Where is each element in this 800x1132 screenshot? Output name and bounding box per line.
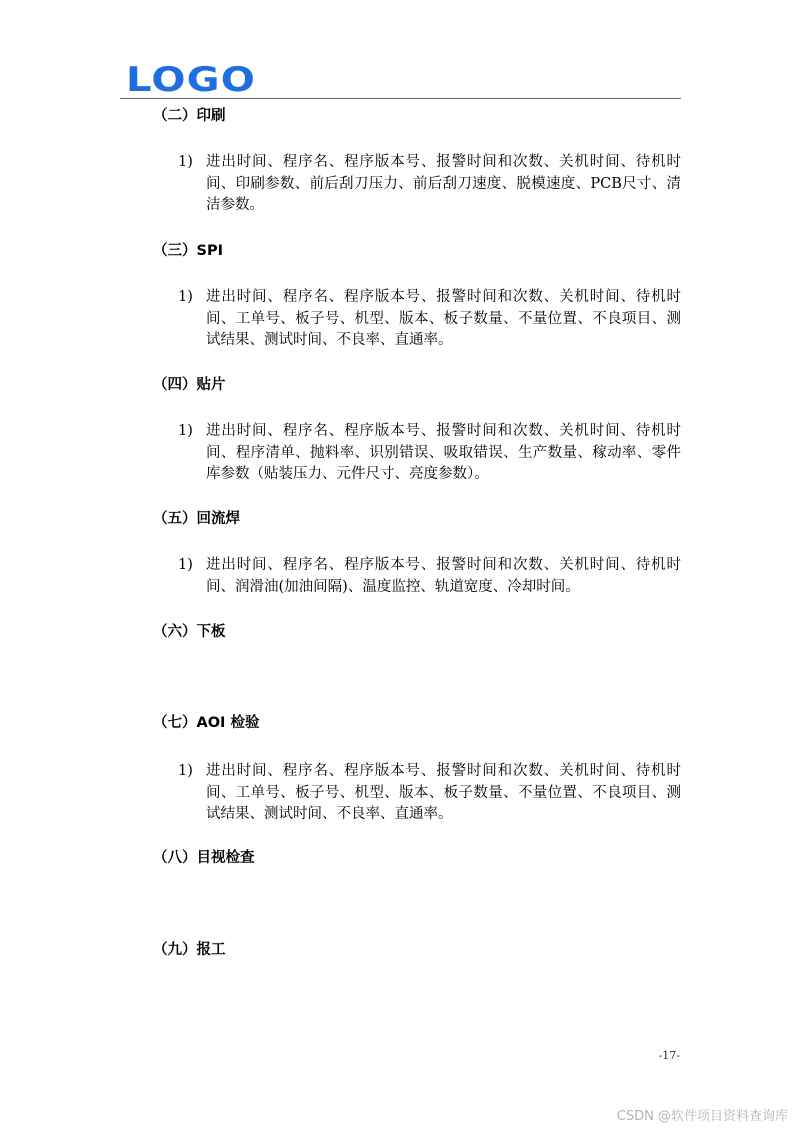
list-item-text: 进出时间、程序名、程序版本号、报警时间和次数、关机时间、待机时间、印刷参数、前后刮刀压力、前后刮刀速度、脱模速度、PCB尺寸、清洁参数。	[206, 154, 681, 213]
page-number: -17-	[658, 1049, 680, 1062]
list-item-text: 进出时间、程序名、程序版本号、报警时间和次数、关机时间、待机时间、工单号、板子号、机型、版本、板子数量、不量位置、不良项目、测试结果、测试时间、不良率、直通率。	[206, 289, 681, 348]
list-item-text: 进出时间、程序名、程序版本号、报警时间和次数、关机时间、待机时间、工单号、板子号、机型、版本、板子数量、不量位置、不良项目、测试结果、测试时间、不良率、直通率。	[206, 763, 681, 822]
list-item-number: 1)	[178, 289, 193, 305]
section-heading-printing: （二）印刷	[153, 108, 226, 124]
list-item-number: 1)	[178, 557, 193, 573]
list-item-text: 进出时间、程序名、程序版本号、报警时间和次数、关机时间、待机时间、润滑油(加油间隔)、温度监控、轨道宽度、冷却时间。	[206, 557, 681, 595]
list-item-number: 1)	[178, 423, 193, 439]
list-item-text: 进出时间、程序名、程序版本号、报警时间和次数、关机时间、待机时间、程序清单、抛料率、识别错误、吸取错误、生产数量、稼动率、零件库参数（贴装压力、元件尺寸、亮度参数）。	[206, 423, 681, 482]
header-divider	[120, 98, 681, 99]
section-heading-unload: （六）下板	[153, 624, 226, 640]
section-heading-placement: （四）贴片	[153, 377, 226, 393]
section-heading-report: （九）报工	[153, 942, 226, 958]
section-heading-spi: （三）SPI	[153, 243, 223, 259]
list-item-number: 1)	[178, 763, 193, 779]
watermark: CSDN @软件项目资料查询库	[616, 1109, 788, 1124]
section-heading-visual-inspection: （八）目视检查	[153, 850, 255, 866]
section-heading-aoi: （七）AOI 检验	[153, 715, 260, 731]
list-item-number: 1)	[178, 154, 193, 170]
company-logo: LOGO	[126, 60, 257, 100]
section-heading-reflow: （五）回流焊	[153, 511, 240, 527]
